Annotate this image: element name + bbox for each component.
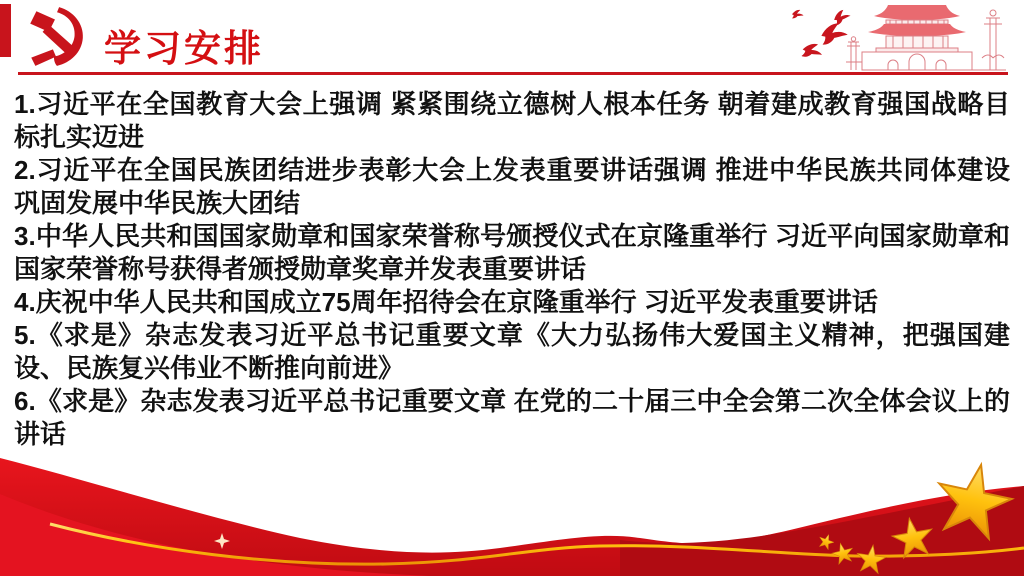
page-title: 学习安排: [104, 28, 264, 69]
hammer-and-sickle-icon: [22, 4, 90, 70]
agenda-item-4: 4.庆祝中华人民共和国成立75周年招待会在京隆重举行 习近平发表重要讲话: [14, 287, 878, 317]
header-divider: [18, 72, 1008, 75]
doves-icon: [792, 8, 852, 60]
header-accent-bar: [0, 4, 11, 57]
agenda-item-1: 1.习近平在全国教育大会上强调 紧紧围绕立德树人根本任务 朝着建成教育强国战略目标扎实迈进: [14, 89, 1010, 152]
tiananmen-icon: [846, 5, 1006, 70]
agenda-item-2: 2.习近平在全国民族团结进步表彰大会上发表重要讲话强调 推进中华民族共同体建设 巩固发展中华民族大团结: [14, 155, 1010, 218]
red-ribbon-decoration: [0, 436, 1024, 576]
agenda-list: [14, 88, 1010, 451]
agenda-item-3: 3.中华人民共和国国家勋章和国家荣誉称号颁授仪式在京隆重举行 习近平向国家勋章和国家荣誉称号获得者颁授勋章奖章并发表重要讲话: [14, 221, 1010, 284]
tiananmen-and-doves-illustration: [762, 2, 1012, 72]
agenda-item-6: 6.《求是》杂志发表习近平总书记重要文章 在党的二十届三中全会第二次全体会议上的讲话: [14, 386, 1010, 449]
agenda-item-5: 5.《求是》杂志发表习近平总书记重要文章《大力弘扬伟大爱国主义精神，把强国建设、民族复兴伟业不断推向前进》: [14, 320, 1010, 383]
